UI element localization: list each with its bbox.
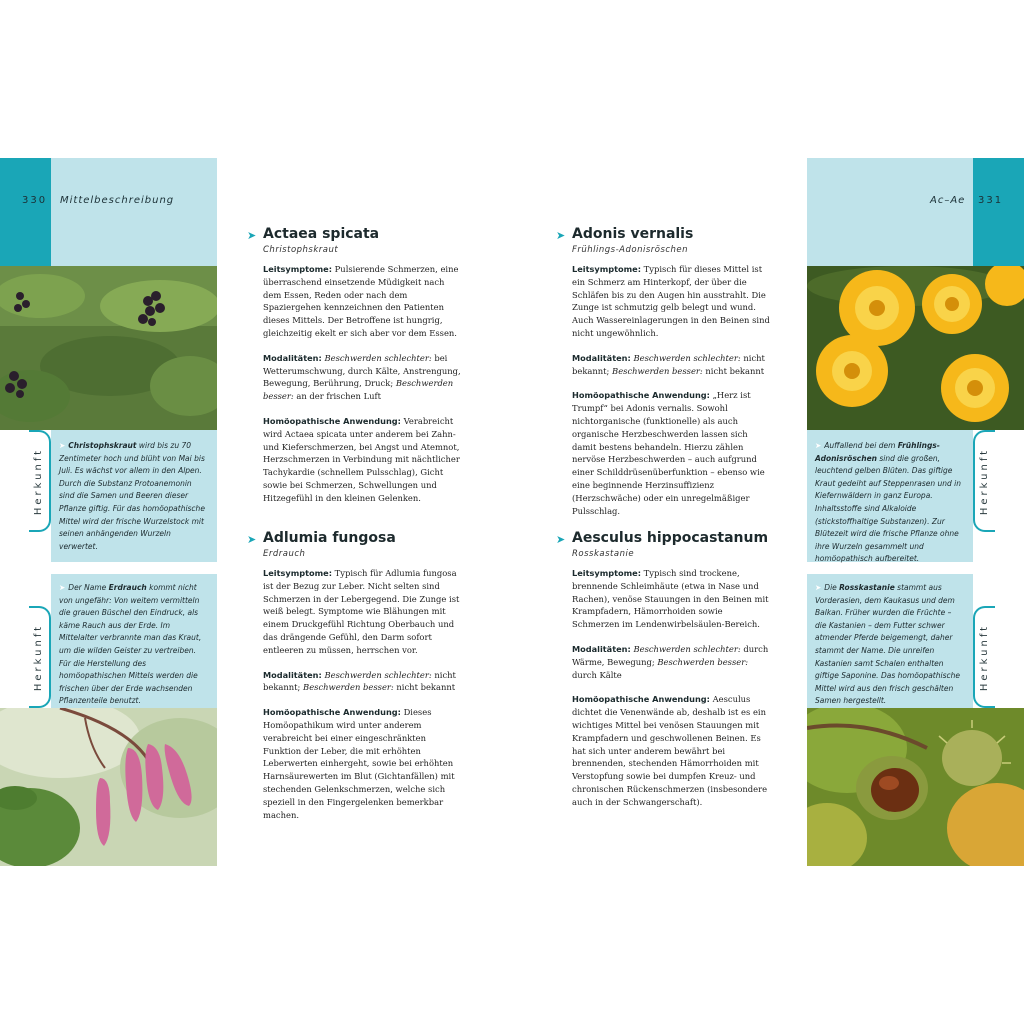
section-heading: Modalitäten:: [572, 352, 631, 363]
better-text: nicht bekannt: [702, 365, 765, 376]
entry-title: [556, 226, 772, 242]
right-header-tab-dark: [973, 158, 1024, 266]
running-head-left: Mittelbeschreibung: [60, 195, 175, 206]
entry-title: [556, 530, 772, 546]
side-label-herkunft-3: [973, 430, 995, 532]
entry-subtitle: Christophskraut: [263, 245, 339, 255]
modalitaeten-paragraph: [263, 669, 463, 695]
better-label: Beschwerden besser:: [612, 365, 703, 376]
worse-label: Beschwerden schlechter:: [324, 352, 432, 363]
worse-text: nicht bekannt;: [263, 669, 456, 693]
better-label: Beschwerden besser:: [263, 378, 454, 402]
anwendung-paragraph: [263, 415, 463, 505]
worse-text: nicht bekannt;: [572, 352, 765, 376]
paragraph-text: Typisch für Adlumia fungosa ist der Bezug zur Leber. Nicht selten sind Schmerzen in der Lebergegend. Die Zunge ist weiß belegt. Symptome wie Blähungen mit einem Druckgefühl Richtung Oberbauch und das drängende Gefühl, den Darm sofort entleeren zu müssen, herrschen vor.: [263, 568, 460, 655]
section-heading: Homöopathische Anwendung:: [572, 390, 710, 401]
section-heading: Modalitäten:: [572, 643, 631, 654]
entry-adonis: [556, 226, 772, 529]
chestnut-photo: [807, 708, 1024, 866]
sidebox-text: stammt aus Vorderasien, dem Kaukasus und dem Balkan. Früher wurden die Früchte – die Kastanien – dem Futter schwer atmender Pferde beigemengt, daher stammt der Name. Die unreifen Kastanien samt Schalen enthalten giftige Saponine. Das homöopathische Mittel wird aus den frisch geschälten Samen hergestellt.: [815, 583, 960, 706]
paragraph-text: Dieses Homöopathikum wird unter anderem verabreicht bei einer eingeschränkten Funktion der Leber, die mit erhöhten Leberwerten einhergeht, sowie bei erhöhten Harnsäurewerten im Blut (Gichtanfällen) mit stechenden Gelenkschmerzen, welche sich speziell in den Fingergelenken bemerkbar machen.: [263, 707, 455, 820]
entry-adlumia: [247, 530, 463, 833]
sidebox-pre: Der Name: [68, 583, 109, 592]
black-berries-photo: [0, 266, 217, 430]
chevron-right-icon: ➤: [247, 533, 257, 546]
yellow-flowers-photo: [807, 266, 1024, 430]
side-label-text: Herkunft: [33, 623, 45, 691]
side-label-text: Herkunft: [979, 623, 991, 691]
paragraph-text: Typisch für dieses Mittel ist ein Schmerz am Hinterkopf, der über die Schläfen bis zu den Augen hin ausstrahlt. Die Zunge ist schmutzig gelb belegt und wund. Auch Wassereinlagerungen in den Beinen sind nicht ungewöhnlich.: [572, 264, 770, 338]
sidebox-bold-term: Frühlings-Adonisröschen: [815, 441, 940, 463]
section-heading: Modalitäten:: [263, 669, 322, 680]
worse-text: bei Wetterumschwung, durch Kälte, Anstrengung, Bewegung, Berührung, Druck;: [263, 352, 461, 389]
entry-actaea: [247, 226, 463, 517]
leitsymptome-paragraph: [263, 567, 463, 657]
paragraph-text: Verabreicht wird Actaea spicata unter anderem bei Zahn- und Kieferschmerzen, bei Angst und Atemnot, Herzschmerzen in Verbindung mit nächtlicher Tachykardie (schnellem Pulsschlag), Gicht sowie bei Schmerzen, Schwellungen und Hitzegefühl in den kleinen Gelenken.: [263, 415, 460, 503]
better-text: durch Kälte: [572, 669, 622, 680]
chevron-right-icon: ➤: [556, 229, 566, 242]
worse-label: Beschwerden schlechter:: [633, 643, 741, 654]
modalitaeten-paragraph: [263, 352, 463, 403]
anwendung-paragraph: [572, 693, 772, 808]
entry-title-text: Adonis vernalis: [572, 226, 694, 242]
leitsymptome-paragraph: [572, 567, 772, 631]
modalitaeten-paragraph: [572, 643, 772, 681]
left-header-tab-light: [51, 158, 217, 266]
side-label-text: Herkunft: [979, 447, 991, 515]
section-heading: Homöopathische Anwendung:: [263, 707, 401, 718]
side-label-herkunft-1: [29, 430, 51, 532]
entry-title-text: Actaea spicata: [263, 226, 380, 242]
leitsymptome-paragraph: [572, 263, 772, 340]
sidebox-bold-term: Rosskastanie: [839, 583, 895, 592]
entry-subtitle: Rosskastanie: [572, 549, 635, 559]
chevron-right-icon: ➤: [247, 229, 257, 242]
section-heading: Modalitäten:: [263, 352, 322, 363]
sidebox-adonis: [807, 430, 973, 562]
sidebox-pre: Die: [824, 583, 840, 592]
page-number-left: 330: [22, 195, 48, 206]
chevron-right-icon: ➤: [556, 533, 566, 546]
anwendung-paragraph: [572, 389, 772, 517]
entry-title-text: Adlumia fungosa: [263, 530, 396, 546]
better-text: nicht bekannt: [393, 682, 456, 693]
better-text: an der frischen Luft: [293, 391, 381, 402]
side-label-herkunft-4: [973, 606, 995, 708]
sidebox-christophskraut: [51, 430, 217, 562]
entry-title-text: Aesculus hippocastanum: [572, 530, 769, 546]
sidebox-text: kommt nicht von ungefähr: Von weitem vermitteln die grauen Büschel den Eindruck, als käme Rauch aus der Erde. Im Mittelalter verbrannte man das Kraut, um die wilden Geister zu vertreiben. Für die Herstellung des homöopathischen Mittels werden die frischen über der Erde wachsenden Pflanzenteile benutzt.: [59, 583, 202, 706]
section-heading: Leitsymptome:: [263, 568, 332, 578]
section-heading: Leitsymptome:: [263, 264, 332, 274]
section-heading: Leitsymptome:: [572, 264, 641, 274]
leitsymptome-paragraph: [263, 263, 463, 340]
modalitaeten-paragraph: [572, 352, 772, 378]
better-label: Beschwerden besser:: [303, 682, 394, 693]
side-label-text: Herkunft: [33, 447, 45, 515]
sidebox-rosskastanie: [807, 574, 973, 708]
paragraph-text: Typisch sind trockene, brennende Schleimhäute (etwa in Nase und Rachen), venöse Stauungen in den Beinen mit Krampfadern, Hämorrhoiden sowie Schmerzen im Lendenwirbelsäulen-Bereich.: [572, 568, 769, 630]
paragraph-text: Aesculus dichtet die Venenwände ab, deshalb ist es ein wichtiges Mittel bei venösen Stauungen mit Krampfadern und geschwollenen Beinen. Es hat sich unter anderem bewährt bei brennenden, stechenden Hämorrhoiden mit Verstopfung sowie bei dumpfen Kreuz- und chronischen Rückenschmerzen (insbesondere auch in der Schwangerschaft).: [572, 694, 768, 807]
section-heading: Leitsymptome:: [572, 568, 641, 578]
sidebox-text: wird bis zu 70 Zentimeter hoch und blüht von Mai bis Juli. Es wächst vor allem in den Alpen. Durch die Substanz Protoanemonin sind die Samen und Beeren dieser Pflanze giftig. Für das homöopathische Mittel wird der frische Wurzelstock mit seinen anhängenden Wurzeln verwertet.: [59, 441, 205, 551]
right-header-tab-light: [807, 158, 973, 266]
arrow-icon: ➤: [815, 583, 822, 592]
side-label-herkunft-2: [29, 606, 51, 708]
pink-flowers-photo: [0, 708, 217, 866]
paragraph-text: „Herz ist Trumpf“ bei Adonis vernalis. Sowohl nichtorganische (funktionelle) als auch organische Herzbeschwerden lassen sich damit bestens behandeln. Hierzu zählen nervöse Herzbeschwerden – auch aufgrund einer Schilddrüsenüberfunktion – ebenso wie eine beginnende Herzinsuffizienz (Herzschwäche) oder ein unregelmäßiger Pulsschlag.: [572, 390, 765, 516]
sidebox-bold-term: Christophskraut: [68, 441, 137, 450]
entry-subtitle: Frühlings-Adonisröschen: [572, 245, 689, 255]
sidebox-pre: Auffallend bei dem: [824, 441, 898, 450]
section-heading: Homöopathische Anwendung:: [263, 415, 401, 426]
worse-text: durch Wärme, Bewegung;: [572, 643, 769, 667]
left-header-tab-dark: [0, 158, 51, 266]
arrow-icon: ➤: [815, 441, 822, 450]
entry-title: [247, 226, 463, 242]
anwendung-paragraph: [263, 706, 463, 821]
page-number-right: 331: [978, 195, 1004, 206]
entry-aesculus: [556, 530, 772, 821]
sidebox-bold-term: Erdrauch: [108, 583, 147, 592]
sidebox-erdrauch: [51, 574, 217, 708]
better-label: Beschwerden besser:: [657, 656, 749, 667]
paragraph-text: Pulsierende Schmerzen, eine überraschend einsetzende Müdigkeit nach dem Essen, Reden oder nach dem Spaziergehen kennzeichnen den Patienten dieses Mittels. Der Betroffene ist hungrig, gleichzeitig ekelt er sich aber vor dem Essen.: [263, 264, 459, 338]
arrow-icon: ➤: [59, 441, 66, 450]
sidebox-text: sind die großen, leuchtend gelben Blüten. Das giftige Kraut gedeiht auf Steppenrasen und in Kiefernwäldern in ganz Europa. Inhaltsstoffe sind Alkaloide (stickstoffhaltige Substanzen). Zur Blütezeit wird die frische Pflanze ohne ihre Wurzeln gesammelt und homöopathisch aufbereitet.: [815, 453, 961, 564]
worse-label: Beschwerden schlechter:: [324, 669, 432, 680]
section-heading: Homöopathische Anwendung:: [572, 694, 710, 705]
running-head-right: Ac–Ae: [930, 195, 966, 206]
entry-title: [247, 530, 463, 546]
arrow-icon: ➤: [59, 583, 66, 592]
entry-subtitle: Erdrauch: [263, 549, 306, 559]
worse-label: Beschwerden schlechter:: [633, 352, 741, 363]
